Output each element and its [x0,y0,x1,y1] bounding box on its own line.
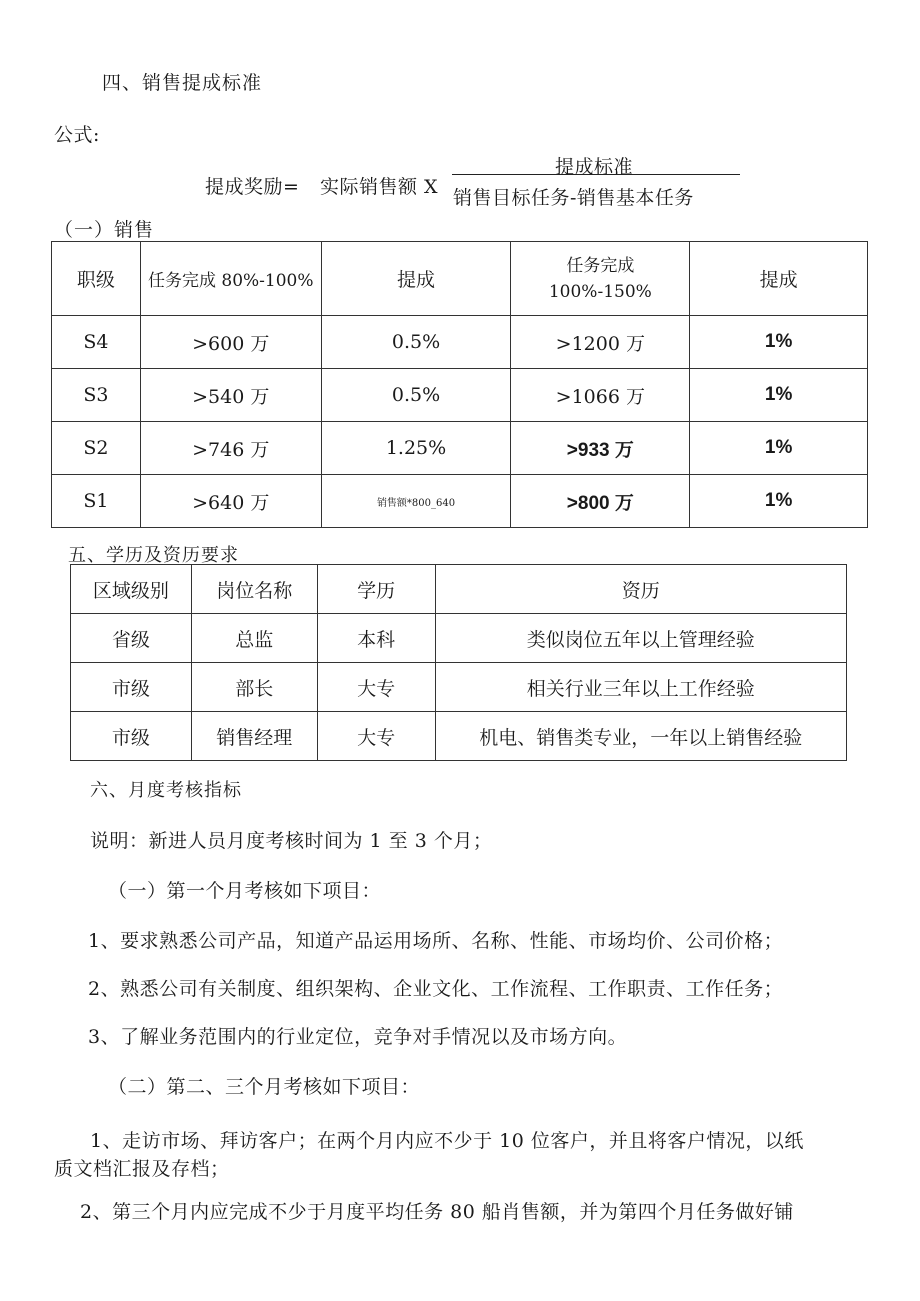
header-cell: 岗位名称 [191,565,317,614]
header-cell: 资历 [435,565,846,614]
table-cell: 1% [690,475,868,528]
table-cell: 总监 [191,614,317,663]
table-cell: >1066 万 [511,369,690,422]
formula-lhs: 提成奖励= [205,176,300,198]
table-row [52,422,868,475]
table-cell: 机电、销售类专业，一年以上销售经验 [435,712,846,761]
formula-label: 公式: [54,124,100,146]
table-cell: >746 万 [140,422,321,475]
part2-item-1-line2: 质文档汇报及存档； [54,1158,230,1180]
table-cell: 0.5% [321,316,511,369]
part1-title: （一）第一个月考核如下项目： [108,880,382,902]
part1-item-3: 3、了解业务范围内的行业定位，竞争对手情况以及市场方向。 [88,1026,628,1048]
header-cell: 任务完成 80%-100% [140,242,321,316]
table-cell: 销售额*800_640 [321,475,511,528]
part1-item-1: 1、要求熟悉公司产品，知道产品运用场所、名称、性能、市场均价、公司价格； [88,930,784,952]
table-row [71,614,847,663]
table-cell: 1.25% [321,422,511,475]
table-row [71,663,847,712]
commission-table [51,241,868,528]
table-cell: 1% [690,316,868,369]
formula-numerator: 提成标准 [555,156,634,178]
table-cell: 市级 [71,712,192,761]
table-cell: >800 万 [511,475,690,528]
table-cell: 省级 [71,614,192,663]
table-cell: >640 万 [140,475,321,528]
table-cell: 1% [690,369,868,422]
table-cell: 本科 [317,614,435,663]
table-cell: S2 [52,422,141,475]
formula-denominator: 销售目标任务-销售基本任务 [453,187,694,209]
table-cell: 1% [690,422,868,475]
header-cell: 任务完成 100%-150% [511,242,690,316]
header-cell: 职级 [52,242,141,316]
table-cell: 大专 [317,663,435,712]
table-row [52,316,868,369]
part2-item-1-line1: 1、走访市场、拜访客户；在两个月内应不少于 10 位客户，并且将客户情况，以纸 [90,1130,804,1152]
table-row [52,475,868,528]
table-cell: >1200 万 [511,316,690,369]
part2-title: （二）第二、三个月考核如下项目： [108,1076,421,1098]
table-header-row [71,565,847,614]
table-cell: S3 [52,369,141,422]
table-cell: 大专 [317,712,435,761]
table-row [71,712,847,761]
section5-title: 五、学历及资历要求 [68,545,239,566]
part2-item-2: 2、第三个月内应完成不少于月度平均任务 80 船肖售额，并为第四个月任务做好铺 [80,1201,794,1223]
table-cell: S4 [52,316,141,369]
qualification-table [70,564,847,761]
table-cell: >540 万 [140,369,321,422]
formula-term: 实际销售额 X [320,176,439,198]
table-cell: S1 [52,475,141,528]
table-cell: 类似岗位五年以上管理经验 [435,614,846,663]
section6-note: 说明：新进人员月度考核时间为 1 至 3 个月； [90,830,493,852]
part1-item-2: 2、熟悉公司有关制度、组织架构、企业文化、工作流程、工作职责、工作任务； [88,978,784,1000]
table-header-row [52,242,868,316]
header-cell: 提成 [690,242,868,316]
table-cell: 市级 [71,663,192,712]
table-cell: 部长 [191,663,317,712]
table-cell: >933 万 [511,422,690,475]
header-cell: 提成 [321,242,511,316]
section4-title: 四、销售提成标准 [102,72,263,94]
table-cell: 销售经理 [191,712,317,761]
table-cell: >600 万 [140,316,321,369]
table-cell: 0.5% [321,369,511,422]
fraction-bar [452,174,740,175]
header-cell: 学历 [317,565,435,614]
subsection-sales-title: （一）销售 [54,219,155,241]
table-row [52,369,868,422]
section6-title: 六、月度考核指标 [90,780,242,801]
header-cell: 区域级别 [71,565,192,614]
table-cell: 相关行业三年以上工作经验 [435,663,846,712]
